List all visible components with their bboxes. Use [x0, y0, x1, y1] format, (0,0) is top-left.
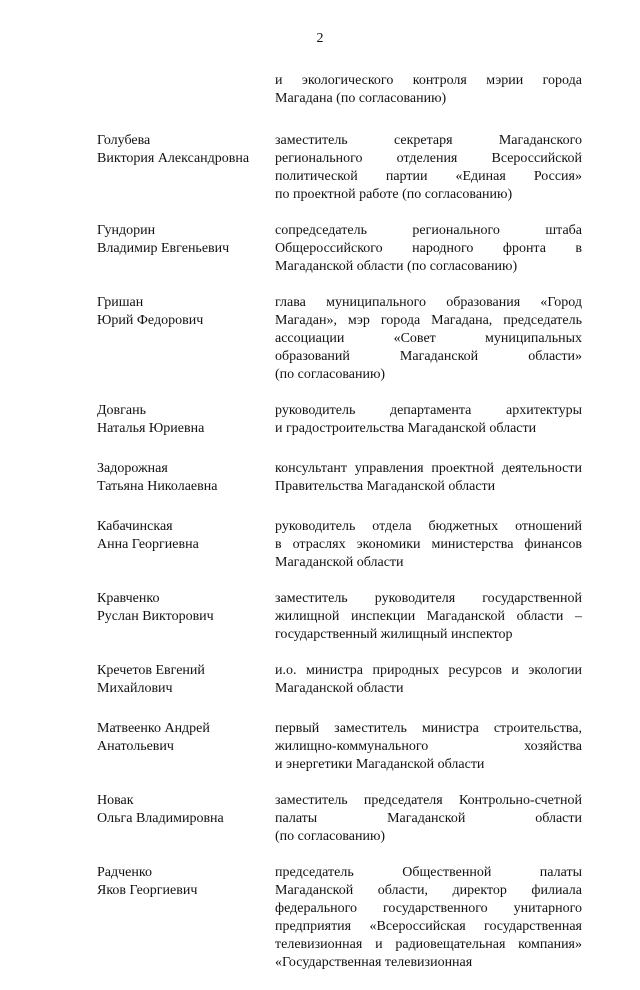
role-line: Правительства Магаданской области: [275, 479, 496, 494]
member-name: [97, 662, 267, 698]
member-entry: [0, 294, 640, 384]
role-line: председатель Общественной палаты: [275, 865, 582, 880]
member-surname: Голубева: [97, 133, 151, 148]
role-line: заместитель руководителя государственной: [275, 591, 582, 606]
role-line: и экологического контроля мэрии города: [275, 73, 582, 88]
role-line: политической партии «Единая Россия»: [275, 169, 582, 184]
role-line: федерального государственного унитарного: [275, 901, 582, 916]
member-role: [275, 864, 582, 972]
role-line: консультант управления проектной деятельности: [275, 461, 582, 476]
member-given-names: Яков Георгиевич: [97, 883, 198, 898]
role-line: образований Магаданской области»: [275, 349, 582, 364]
role-line: и градостроительства Магаданской области: [275, 421, 537, 436]
role-line: Магаданской области: [275, 555, 404, 570]
member-entry: [0, 460, 640, 500]
member-name: [97, 590, 267, 626]
role-line: предприятия «Всероссийская государственная: [275, 919, 582, 934]
member-given-names: Ольга Владимировна: [97, 811, 224, 826]
role-line: в отраслях экономики министерства финансов: [275, 537, 582, 552]
member-given-names: Владимир Евгеньевич: [97, 241, 230, 256]
role-line: Магаданской области, директор филиала: [275, 883, 582, 898]
role-line: сопредседатель регионального штаба: [275, 223, 582, 238]
member-given-names: Наталья Юриевна: [97, 421, 205, 436]
member-surname: Матвеенко Андрей: [97, 721, 210, 736]
member-role: [275, 792, 582, 846]
role-line: палаты Магаданской области: [275, 811, 582, 826]
role-line: ассоциации «Совет муниципальных: [275, 331, 582, 346]
member-entry: [0, 792, 640, 846]
page-number: 2: [316, 31, 324, 46]
member-role: [275, 460, 582, 496]
member-given-names: Татьяна Николаевна: [97, 479, 218, 494]
member-entry: [0, 518, 640, 572]
role-line: Магадана (по согласованию): [275, 91, 447, 106]
member-name: [97, 792, 267, 828]
role-line: Магаданской области: [275, 681, 404, 696]
member-role: [275, 132, 582, 204]
member-name: [97, 460, 267, 496]
role-line: регионального отделения Всероссийской: [275, 151, 582, 166]
member-surname: Кравченко: [97, 591, 160, 606]
member-name: [97, 294, 267, 330]
role-line: заместитель секретаря Магаданского: [275, 133, 582, 148]
member-name: [97, 402, 267, 438]
role-line: заместитель председателя Контрольно-счетной: [275, 793, 582, 808]
member-entry: [0, 590, 640, 644]
member-entry: [0, 72, 640, 112]
members-list: [0, 72, 640, 990]
member-surname: Задорожная: [97, 461, 168, 476]
member-given-names: Виктория Александровна: [97, 151, 250, 166]
member-role: [275, 662, 582, 698]
member-name: [97, 720, 267, 756]
member-entry: [0, 132, 640, 204]
role-line: первый заместитель министра строительства,: [275, 721, 582, 736]
role-line: Общероссийского народного фронта в: [275, 241, 582, 256]
member-role: [275, 518, 582, 572]
role-line: Магаданской области (по согласованию): [275, 259, 518, 274]
member-name: [97, 132, 267, 168]
member-surname: Гришан: [97, 295, 144, 310]
role-line: жилищно-коммунального хозяйства: [275, 739, 582, 754]
member-surname: Кречетов Евгений: [97, 663, 205, 678]
member-entry: [0, 864, 640, 972]
member-surname: Новак: [97, 793, 134, 808]
member-surname: Кабачинская: [97, 519, 173, 534]
role-line: жилищной инспекции Магаданской области –: [275, 609, 582, 624]
role-line: государственный жилищный инспектор: [275, 627, 513, 642]
member-surname: Радченко: [97, 865, 152, 880]
member-given-names: Юрий Федорович: [97, 313, 204, 328]
member-role: [275, 402, 582, 438]
member-role: [275, 590, 582, 644]
member-entry: [0, 222, 640, 276]
role-line: руководитель отдела бюджетных отношений: [275, 519, 582, 534]
member-role: [275, 720, 582, 774]
member-given-names: Анатольевич: [97, 739, 174, 754]
member-name: [97, 864, 267, 900]
member-entry: [0, 720, 640, 774]
role-line: и.о. министра природных ресурсов и экологии: [275, 663, 582, 678]
role-line: (по согласованию): [275, 367, 386, 382]
member-name: [97, 518, 267, 554]
member-role: [275, 72, 582, 108]
role-line: руководитель департамента архитектуры: [275, 403, 582, 418]
member-entry: [0, 662, 640, 702]
member-surname: Довгань: [97, 403, 146, 418]
role-line: Магадан», мэр города Магадана, председатель: [275, 313, 582, 328]
member-given-names: Анна Георгиевна: [97, 537, 199, 552]
member-name: [97, 222, 267, 258]
member-given-names: Руслан Викторович: [97, 609, 214, 624]
member-given-names: Михайлович: [97, 681, 173, 696]
member-entry: [0, 402, 640, 442]
member-role: [275, 294, 582, 384]
member-role: [275, 222, 582, 276]
role-line: глава муниципального образования «Город: [275, 295, 582, 310]
role-line: «Государственная телевизионная: [275, 955, 473, 970]
member-surname: Гундорин: [97, 223, 156, 238]
role-line: и энергетики Магаданской области: [275, 757, 485, 772]
role-line: (по согласованию): [275, 829, 386, 844]
role-line: телевизионная и радиовещательная компания»: [275, 937, 582, 952]
role-line: по проектной работе (по согласованию): [275, 187, 513, 202]
